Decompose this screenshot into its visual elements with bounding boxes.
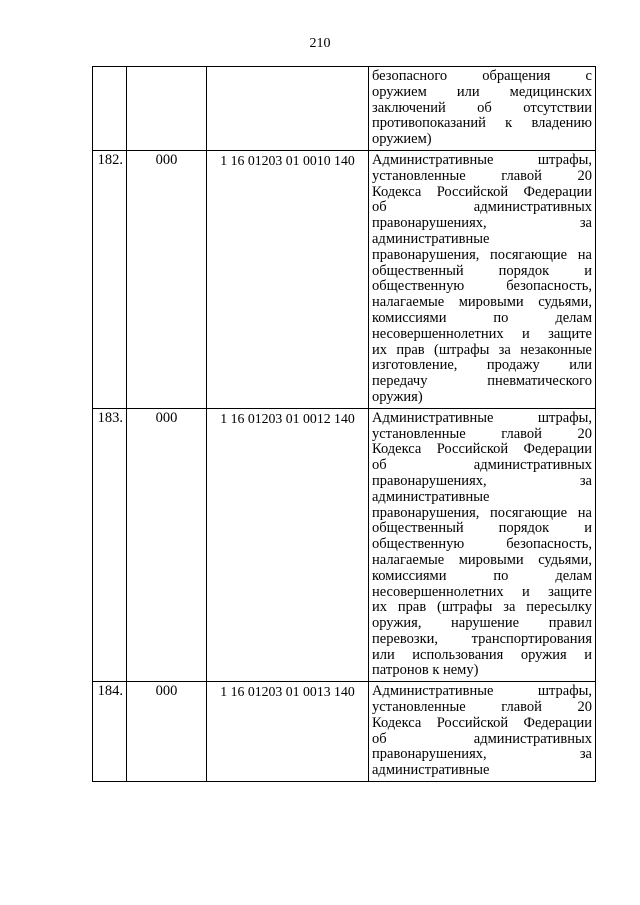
- description-cell: [369, 682, 596, 782]
- description-line: несовершеннолетних и защите: [372, 326, 592, 342]
- description-cell: [369, 408, 596, 682]
- description-line: Административные штрафы,: [372, 684, 592, 700]
- description-line: установленные главой 20: [372, 700, 592, 716]
- description-cell: [369, 150, 596, 408]
- description-line: налагаемые мировыми судьями,: [372, 552, 592, 568]
- description-line: патронов к нему): [372, 663, 479, 679]
- admin-code-cell: [127, 67, 207, 151]
- description-line: заключений об отсутствии: [372, 100, 592, 116]
- description-line: административные: [372, 489, 490, 505]
- description-line: перевозки, транспортирования: [372, 631, 592, 647]
- table-row: [93, 67, 596, 151]
- budget-code-cell: [207, 67, 369, 151]
- description-line: об административных: [372, 458, 592, 474]
- budget-code-cell: 1 16 01203 01 0013 140: [207, 682, 369, 782]
- description-line: их прав (штрафы за пересылку: [372, 600, 592, 616]
- row-number-cell: [93, 67, 127, 151]
- description-line: Административные штрафы,: [372, 410, 592, 426]
- description-line: Кодекса Российской Федерации: [372, 184, 592, 200]
- description-line: налагаемые мировыми судьями,: [372, 295, 592, 311]
- budget-code-cell: 1 16 01203 01 0010 140: [207, 150, 369, 408]
- description-line: передачу пневматического: [372, 374, 592, 390]
- description-line: правонарушения, посягающие на: [372, 505, 592, 521]
- description-line: административные: [372, 231, 490, 247]
- admin-code-cell: 000: [127, 408, 207, 682]
- description-line: правонарушения, посягающие на: [372, 247, 592, 263]
- description-line: несовершеннолетних и защите: [372, 584, 592, 600]
- table-row: [93, 682, 596, 782]
- description-line: противопоказаний к владению: [372, 116, 592, 132]
- description-line: Кодекса Российской Федерации: [372, 715, 592, 731]
- row-number-cell: 184.: [93, 682, 127, 782]
- page-number: 210: [309, 36, 331, 51]
- description-line: общественную безопасность,: [372, 537, 592, 553]
- description-line: правонарушениях, за: [372, 473, 592, 489]
- description-line: установленные главой 20: [372, 168, 592, 184]
- description-cell: [369, 67, 596, 151]
- description-line: правонарушениях, за: [372, 216, 592, 232]
- row-number-cell: 183.: [93, 408, 127, 682]
- description-line: комиссиями по делам: [372, 568, 592, 584]
- description-line: общественную безопасность,: [372, 279, 592, 295]
- description-line: или использования оружия и: [372, 647, 592, 663]
- description-line: их прав (штрафы за незаконные: [372, 342, 592, 358]
- description-line: общественный порядок и: [372, 263, 592, 279]
- description-line: правонарушениях, за: [372, 747, 592, 763]
- description-line: об административных: [372, 731, 592, 747]
- admin-code-cell: 000: [127, 150, 207, 408]
- row-number-cell: 182.: [93, 150, 127, 408]
- description-line: оружием): [372, 132, 432, 148]
- classification-table: [92, 66, 596, 782]
- table-row: [93, 408, 596, 682]
- description-line: оружием или медицинских: [372, 84, 592, 100]
- description-line: изготовление, продажу или: [372, 358, 592, 374]
- description-line: Кодекса Российской Федерации: [372, 442, 592, 458]
- description-line: оружия, нарушение правил: [372, 616, 592, 632]
- description-line: комиссиями по делам: [372, 310, 592, 326]
- description-line: безопасного обращения с: [372, 69, 592, 84]
- description-line: Административные штрафы,: [372, 152, 592, 168]
- budget-code-cell: 1 16 01203 01 0012 140: [207, 408, 369, 682]
- description-line: общественный порядок и: [372, 521, 592, 537]
- description-line: административные: [372, 763, 490, 779]
- description-line: установленные главой 20: [372, 426, 592, 442]
- table-row: [93, 150, 596, 408]
- description-line: об административных: [372, 200, 592, 216]
- admin-code-cell: 000: [127, 682, 207, 782]
- description-line: оружия): [372, 389, 423, 405]
